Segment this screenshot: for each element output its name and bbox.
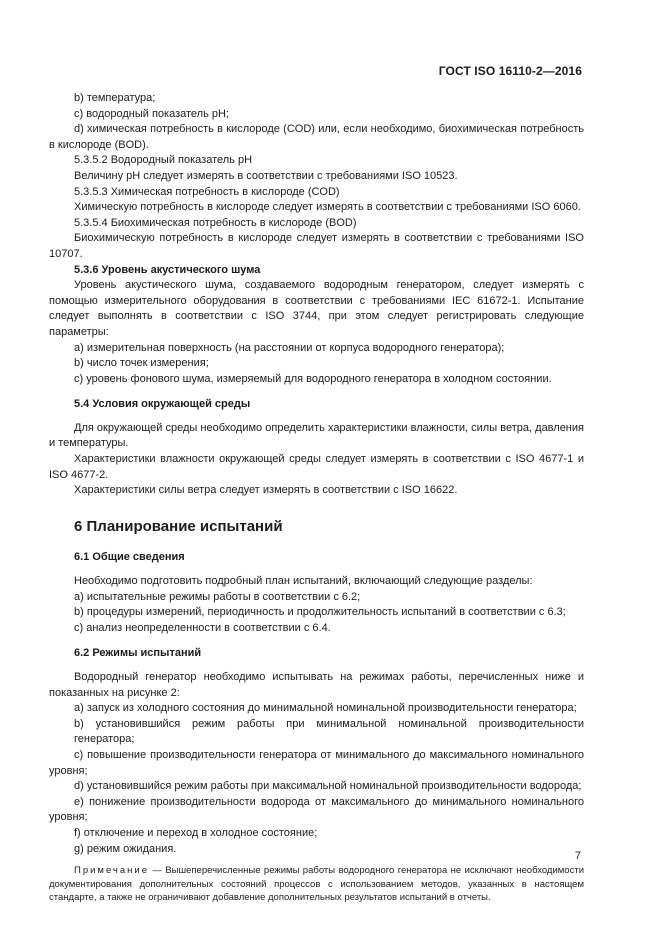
chapter-heading-6: 6 Планирование испытаний xyxy=(74,517,283,535)
paragraph: Характеристики влажности окружающей среды следует измерять в соответствии с ISO 4677-1 и ISO 4677-2. xyxy=(49,453,584,481)
subsection-heading: 5.3.5.2 Водородный показатель pH xyxy=(74,154,253,167)
list-item: c) повышение производительности генератора от минимального до максимального номинального уровня; xyxy=(49,748,584,777)
paragraph: Водородный генератор необходимо испытывать на режимах работы, перечисленных ниже и показанных на рисунке 2: xyxy=(49,671,584,699)
list-item: d) химическая потребность в кислороде (COD) или, если необходимо, биохимическая потребность в кислороде (BOD). xyxy=(49,123,584,151)
section-heading-5-3-6: 5.3.6 Уровень акустического шума xyxy=(74,263,261,276)
list-item: a) запуск из холодного состояния до минимальной номинальной производительности генератора; xyxy=(74,702,577,715)
paragraph: Биохимическую потребность в кислороде следует измерять в соответствии с требованиями ISO 10707. xyxy=(49,232,584,260)
list-item: b) установившийся режим работы при минимальной номинальной производительности генератора; xyxy=(74,717,584,746)
list-item: f) отключение и переход в холодное состояние; xyxy=(74,826,318,839)
page-number: 7 xyxy=(574,850,581,862)
list-item: b) число точек измерения; xyxy=(74,357,209,370)
list-item: a) измерительная поверхность (на расстоянии от корпуса водородного генератора); xyxy=(74,341,505,354)
paragraph: Характеристики силы ветра следует измерять в соответствии с ISO 16622. xyxy=(74,484,458,497)
section-heading-6-1: 6.1 Общие сведения xyxy=(74,551,185,564)
list-item: b) температура; xyxy=(74,92,156,104)
list-item: d) установившийся режим работы при максимальной номинальной производительности водорода; xyxy=(74,780,582,793)
list-item: e) понижение производительности водорода от максимального до минимального номинального уровня; xyxy=(49,795,584,824)
subsection-heading: 5.3.5.3 Химическая потребность в кислороде (COD) xyxy=(74,185,340,198)
paragraph: Необходимо подготовить подробный план испытаний, включающий следующие разделы: xyxy=(74,575,533,588)
list-item: c) анализ неопределенности в соответствии с 6.4. xyxy=(74,621,331,634)
paragraph: Величину pH следует измерять в соответствии с требованиями ISO 10523. xyxy=(74,169,458,182)
document-body xyxy=(49,91,584,905)
list-item: g) режим ожидания. xyxy=(74,842,177,855)
note-label: Примечание xyxy=(74,865,149,877)
subsection-heading: 5.3.5.4 Биохимическая потребность в кислороде (BOD) xyxy=(74,216,357,229)
list-item: c) водородный показатель pH; xyxy=(74,107,229,120)
list-item: b) процедуры измерений, периодичность и продолжительность испытаний в соответствии с 6.3; xyxy=(74,606,566,619)
note-text: — Вышеперечисленные режимы работы водородного генератора не исключают необходимости документирования дополнительных состояний процессов с использованием методов, указанных в настоящем стандарте, а также не ограничивают добавление дополнительных результатов испытаний в отчеты. xyxy=(49,865,584,904)
section-heading-6-2: 6.2 Режимы испытаний xyxy=(74,647,202,660)
paragraph: Уровень акустического шума, создаваемого водородным генератором, следует измерять с помощью измерительного оборудования в соответствии с требованиями IEC 61672-1. Испытание следует выполнять в соответствии с ISO 3744, при этом следует регистрировать следующие параметры: xyxy=(49,279,584,338)
note xyxy=(49,864,584,905)
list-item: c) уровень фонового шума, измеряемый для водородного генератора в холодном состоянии. xyxy=(74,372,552,385)
paragraph: Химическую потребность в кислороде следует измерять в соответствии с требованиями ISO 6060. xyxy=(74,201,581,214)
document-header: ГОСТ ISO 16110-2—2016 xyxy=(438,64,582,78)
paragraph: Для окружающей среды необходимо определить характеристики влажности, силы ветра, давления и температуры. xyxy=(49,421,584,450)
section-heading-5-4: 5.4 Условия окружающей среды xyxy=(74,398,251,411)
list-item: a) испытательные режимы работы в соответствии с 6.2; xyxy=(74,590,361,603)
